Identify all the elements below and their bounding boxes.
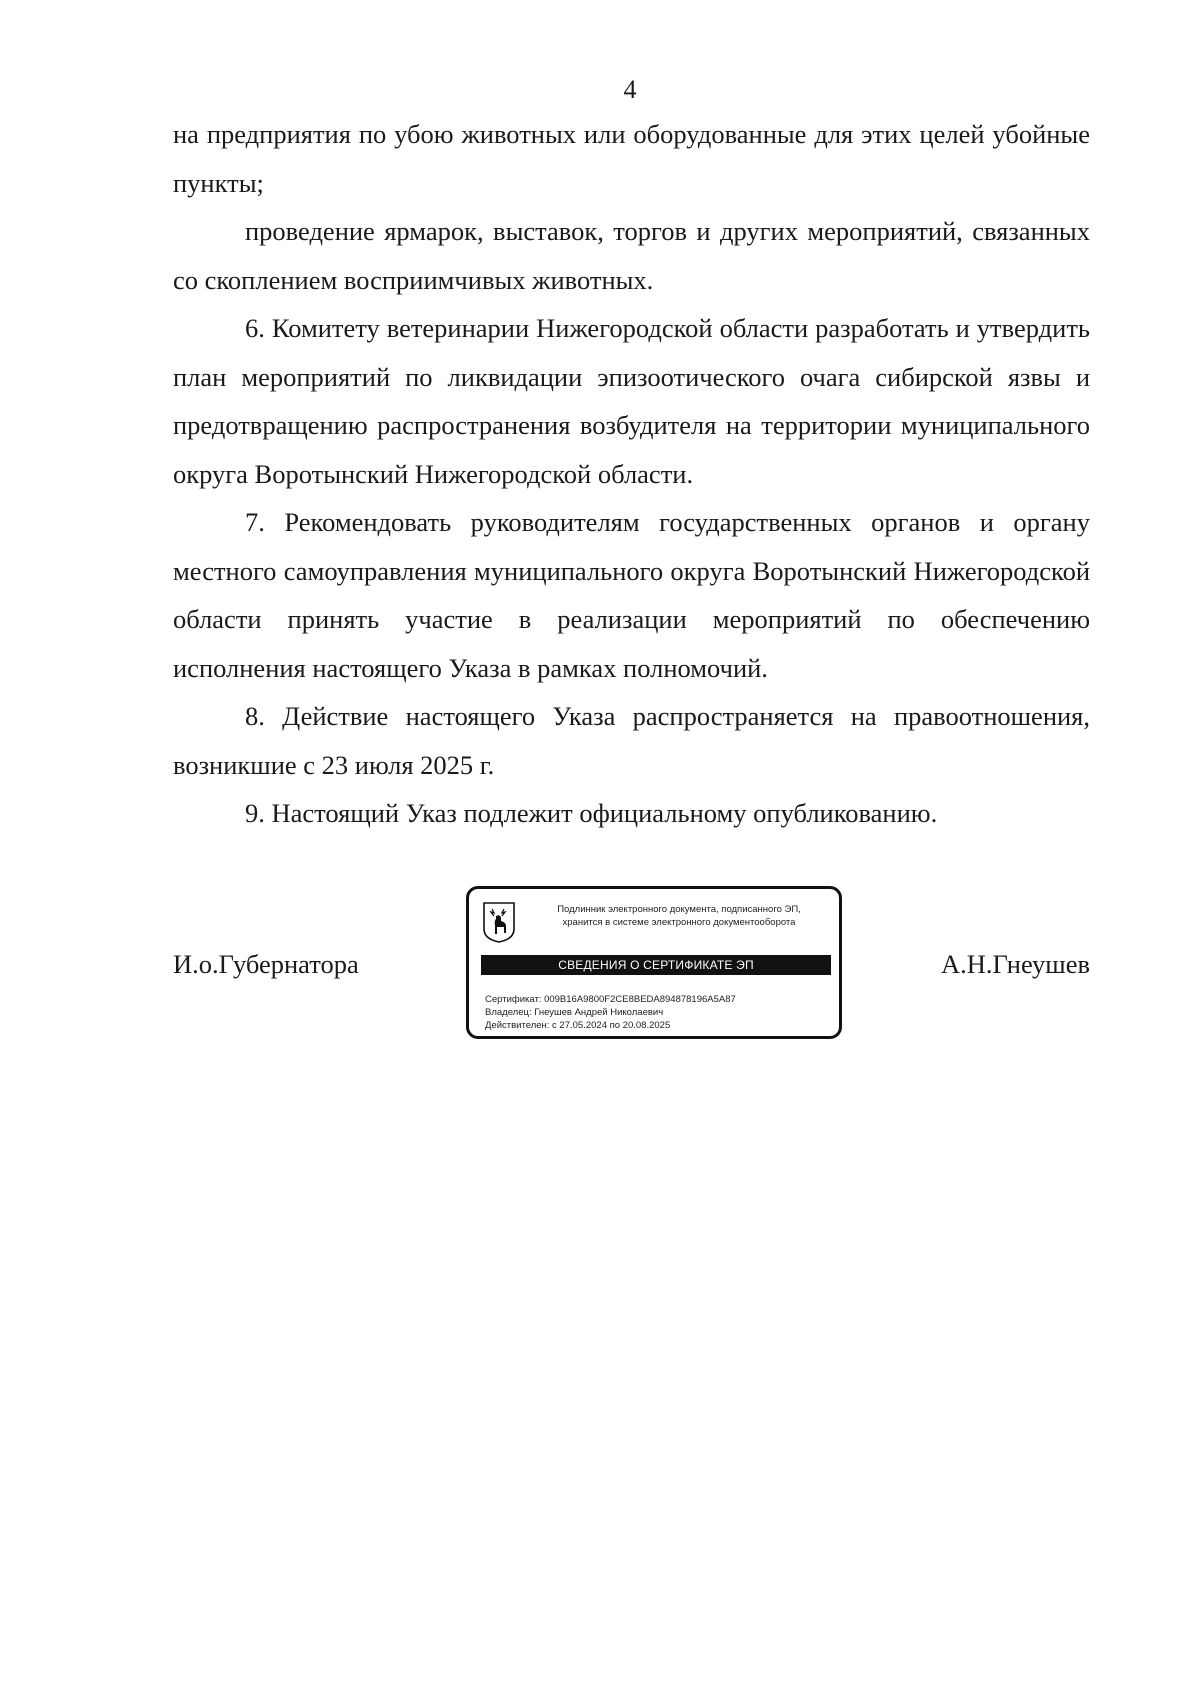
stamp-details: [485, 993, 835, 1032]
stamp-header: [529, 903, 829, 929]
page-number: 4: [623, 75, 637, 104]
paragraph: 9. Настоящий Указ подлежит официальному опубликованию.: [245, 798, 938, 828]
certificate-number: Сертификат: 009B16A9800F2CE8BEDA894878196A5A87: [485, 994, 736, 1005]
paragraph: 7. Рекомендовать руководителям государственных органов и органу местного самоуправления муниципального округа Воротынский Нижегородской области принять участие в реализации мероприятий по обеспечению исполнения настоящего Указа в рамках полномочий.: [173, 507, 1090, 683]
signer-title: И.о.Губернатора: [173, 949, 359, 979]
deer-emblem-icon: [482, 901, 516, 943]
paragraph: на предприятия по убою животных или оборудованные для этих целей убойные пункты;: [173, 119, 1090, 198]
certificate-owner: Владелец: Гнеушев Андрей Николаевич: [485, 1007, 664, 1018]
stamp-title-bar: СВЕДЕНИЯ О СЕРТИФИКАТЕ ЭП: [481, 955, 831, 975]
certificate-validity: Действителен: с 27.05.2024 по 20.08.2025: [485, 1020, 671, 1031]
signature-block: [173, 880, 1090, 1080]
document-body: [173, 110, 1090, 838]
electronic-signature-stamp: [466, 886, 842, 1039]
paragraph: 6. Комитету ветеринарии Нижегородской области разработать и утвердить план мероприятий по ликвидации эпизоотического очага сибирской язвы и предотвращению распространения возбудителя на территории муниципального округа Воротынский Нижегородской области.: [173, 313, 1090, 489]
paragraph: 8. Действие настоящего Указа распространяется на правоотношения, возникшие с 23 июля 2025 г.: [173, 701, 1090, 780]
signer-name: А.Н.Гнеушев: [940, 949, 1090, 979]
stamp-header-line: хранится в системе электронного документооборота: [562, 917, 796, 928]
paragraph: проведение ярмарок, выставок, торгов и других мероприятий, связанных со скоплением восприимчивых животных.: [173, 216, 1090, 295]
stamp-header-line: Подлинник электронного документа, подписанного ЭП,: [557, 904, 801, 915]
